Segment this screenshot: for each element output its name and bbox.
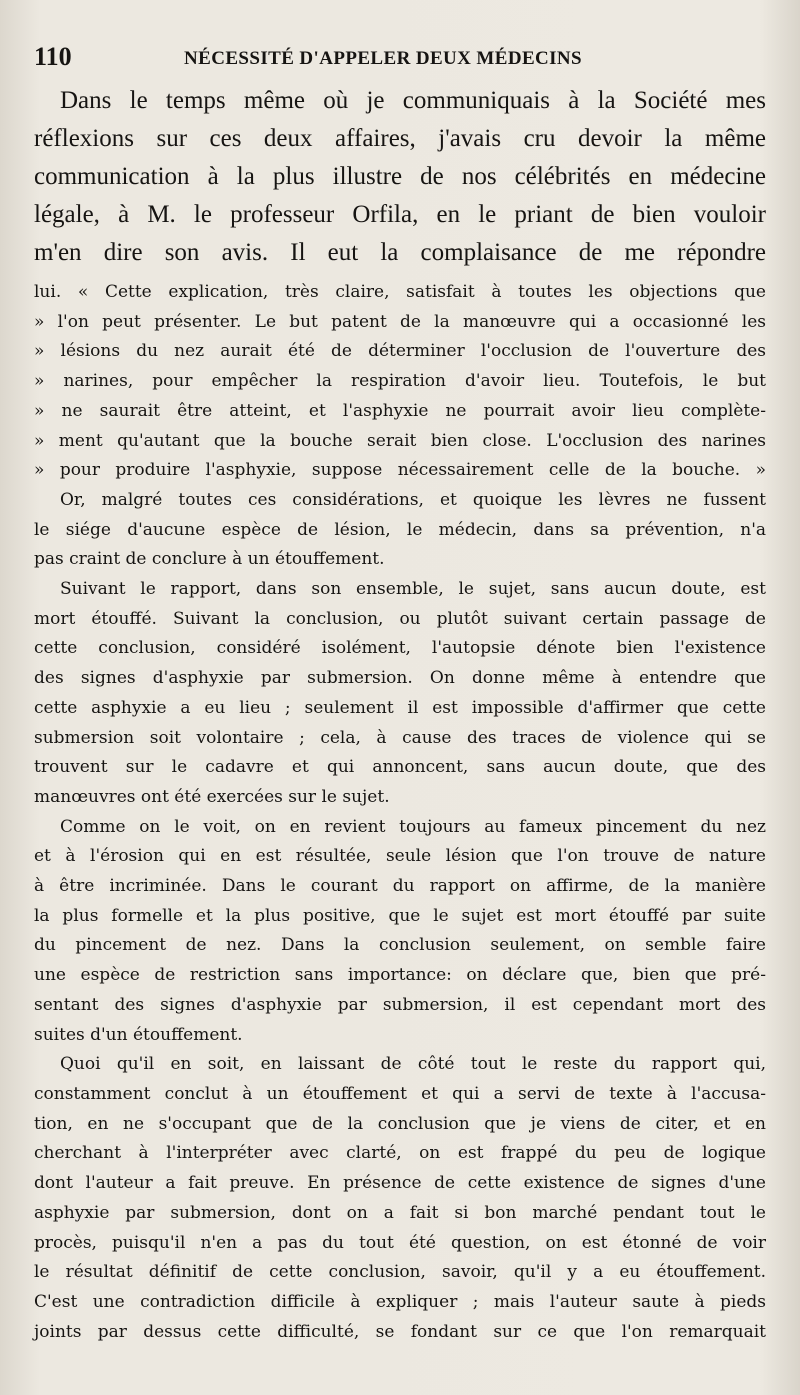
quote-line: » pour produire l'asphyxie, suppose nécessairement celle de la bouche. »	[34, 460, 766, 481]
text-line: Suivant le rapport, dans son ensemble, le sujet, sans aucun doute, est	[60, 579, 766, 600]
text-line: cette asphyxie a eu lieu ; seulement il est impossible d'affirmer que cette	[34, 697, 766, 718]
text-line: procès, puisqu'il n'en a pas du tout été question, on est étonné de voir	[34, 1232, 766, 1253]
text-line: Quoi qu'il en soit, en laissant de côté tout le reste du rapport qui,	[60, 1054, 766, 1075]
text-line: le siége d'aucune espèce de lésion, le médecin, dans sa prévention, n'a	[34, 519, 766, 540]
text-line: trouvent sur le cadavre et qui annoncent, sans aucun doute, que des	[34, 757, 766, 778]
page-header	[34, 42, 766, 82]
text-line: manœuvres ont été exercées sur le sujet.	[34, 786, 390, 807]
text-line: submersion soit volontaire ; cela, à cause des traces de violence qui se	[34, 727, 766, 748]
text-line: réflexions sur ces deux affaires, j'avais cru devoir la même	[34, 125, 766, 152]
quote-line: » ne saurait être atteint, et l'asphyxie ne pourrait avoir lieu complète-	[34, 400, 766, 421]
text-line: légale, à M. le professeur Orfila, en le priant de bien vouloir	[34, 201, 766, 228]
lead-paragraph	[34, 82, 766, 272]
text-line: Dans le temps même où je communiquais à la Société mes	[60, 87, 766, 114]
text-line: à être incriminée. Dans le courant du rapport on affirme, de la manière	[34, 876, 766, 897]
text-line: Comme on le voit, on en revient toujours au fameux pincement du nez	[60, 816, 766, 837]
text-line: Or, malgré toutes ces considérations, et quoique les lèvres ne fussent	[60, 489, 766, 510]
quote-line: » ment qu'autant que la bouche serait bien close. L'occlusion des narines	[34, 430, 766, 451]
text-line: cherchant à l'interpréter avec clarté, on est frappé du peu de logique	[34, 1143, 766, 1164]
text-line: et à l'érosion qui en est résultée, seule lésion que l'on trouve de nature	[34, 846, 766, 867]
text-line: communication à la plus illustre de nos célébrités en médecine	[34, 163, 766, 190]
text-line: m'en dire son avis. Il eut la complaisance de me répondre	[34, 239, 766, 266]
text-line: suites d'un étouffement.	[34, 1024, 243, 1045]
text-line: joints par dessus cette difficulté, se fondant sur ce que l'on remarquait	[34, 1321, 766, 1342]
text-line: une espèce de restriction sans importance: on déclare que, bien que pré-	[34, 965, 766, 986]
page-number: 110	[34, 42, 72, 71]
orfila-quote	[34, 278, 766, 486]
running-head: NÉCESSITÉ D'APPELER DEUX MÉDECINS	[184, 48, 583, 69]
body-text	[34, 486, 766, 1347]
quote-line: » lésions du nez aurait été de déterminer l'occlusion de l'ouverture des	[34, 341, 766, 362]
text-line: sentant des signes d'asphyxie par submersion, il est cependant mort des	[34, 994, 766, 1015]
quote-line: » l'on peut présenter. Le but patent de la manœuvre qui a occasionné les	[34, 311, 766, 332]
text-line: la plus formelle et la plus positive, que le sujet est mort étouffé par suite	[34, 905, 766, 926]
quote-line: lui. « Cette explication, très claire, satisfait à toutes les objections que	[34, 282, 766, 302]
text-line: des signes d'asphyxie par submersion. On donne même à entendre que	[34, 668, 766, 689]
text-line: tion, en ne s'occupant que de la conclusion que je viens de citer, et en	[34, 1113, 766, 1134]
text-line: constamment conclut à un étouffement et qui a servi de texte à l'accusa-	[34, 1083, 766, 1104]
text-line: le résultat définitif de cette conclusion, savoir, qu'il y a eu étouffement.	[34, 1262, 766, 1283]
text-line: du pincement de nez. Dans la conclusion seulement, on semble faire	[34, 935, 766, 956]
text-line: pas craint de conclure à un étouffement.	[34, 549, 385, 570]
text-line: C'est une contradiction difficile à expliquer ; mais l'auteur saute à pieds	[34, 1291, 766, 1312]
text-line: cette conclusion, considéré isolément, l'autopsie dénote bien l'existence	[34, 638, 766, 659]
quote-line: » narines, pour empêcher la respiration d'avoir lieu. Toutefois, le but	[34, 371, 766, 392]
text-line: dont l'auteur a fait preuve. En présence de cette existence de signes d'une	[34, 1173, 766, 1194]
text-line: mort étouffé. Suivant la conclusion, ou plutôt suivant certain passage de	[34, 608, 766, 629]
text-line: asphyxie par submersion, dont on a fait si bon marché pendant tout le	[34, 1202, 766, 1223]
